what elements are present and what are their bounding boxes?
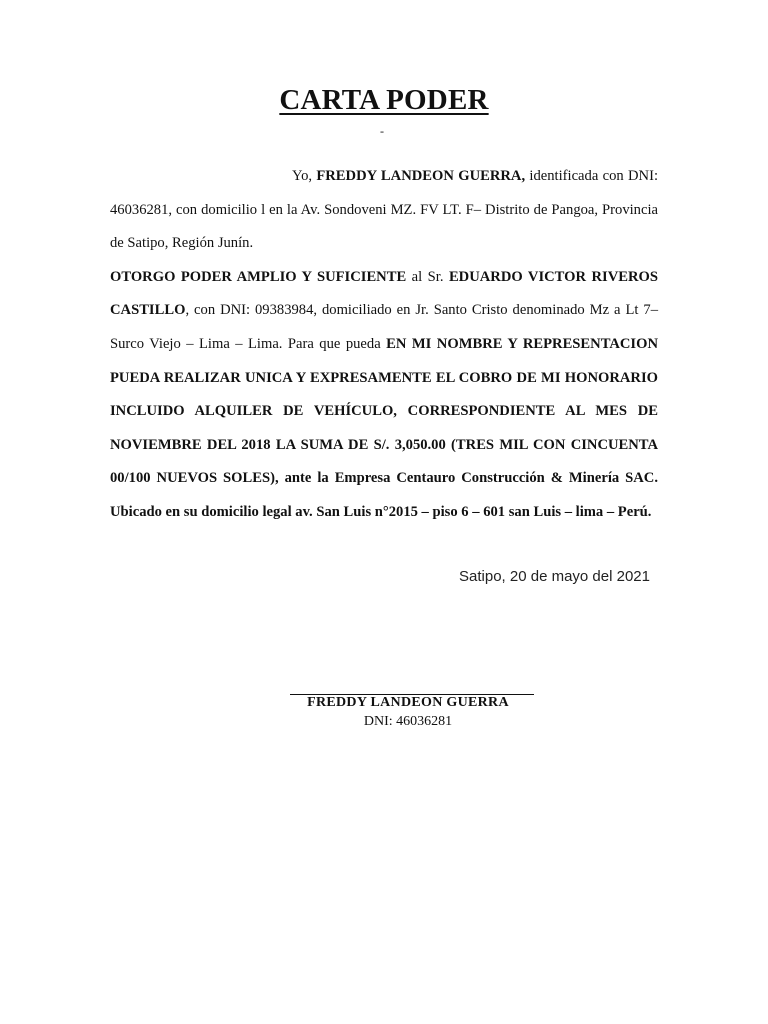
attorney-name: EDUARDO VICTOR RIVEROS CASTILLO bbox=[110, 268, 658, 319]
paragraph-identification: Yo, FREDDY LANDEON GUERRA, identificada con DNI: 46036281, con domicilio l en la Av. Sondoveni MZ. FV LT. F– Distrito de Pangoa, Provincia de Satipo, Región Junín. bbox=[110, 168, 658, 252]
signature-name: FREDDY LANDEON GUERRA bbox=[307, 695, 509, 710]
title-dash: - bbox=[380, 124, 384, 138]
paragraph-grant: OTORGO PODER AMPLIO Y SUFICIENTE al Sr. EDUARDO VICTOR RIVEROS CASTILLO, con DNI: 09383984, domiciliado en Jr. Santo Cristo denominado Mz a Lt 7– Surco Viejo – Lima – Lima. Para que pueda EN MI NOMBRE Y REPRESENTACION PUEDA REALIZAR UNICA Y EXPRESAMENTE EL COBRO DE MI HONORARIO INCLUIDO ALQUILER DE VEHÍCULO, CORRESPONDIENTE AL MES DE NOVIEMBRE DEL 2018 LA SUMA DE S/. 3,050.00 (TRES MIL CON CINCUENTA 00/100 NUEVOS SOLES), ante la Empresa Centauro Construcción & Minería SAC. Ubicado en su domicilio legal av. San Luis n°2015 – piso 6 – 601 san Luis – lima – Perú. bbox=[110, 268, 658, 520]
grant-clause: OTORGO PODER AMPLIO Y SUFICIENTE bbox=[110, 268, 407, 285]
signature-dni: DNI: 46036281 bbox=[363, 714, 453, 729]
document-title: CARTA PODER bbox=[279, 84, 489, 116]
grantor-name: FREDDY LANDEON GUERRA, bbox=[316, 168, 526, 184]
authorization-clause: EN MI NOMBRE Y REPRESENTACION PUEDA REALIZAR UNICA Y EXPRESAMENTE EL COBRO DE MI HONORARIO INCLUIDO ALQUILER DE VEHÍCULO, CORRESPONDIENTE AL MES DE NOVIEMBRE DEL 2018 LA SUMA DE S/. 3,050.00 (TRES MIL CON CINCUENTA 00/100 NUEVOS SOLES), ante la Empresa Centauro Construcción & Minería SAC. Ubicado en su domicilio legal av. San Luis n°2015 – piso 6 – 601 san Luis – lima – Perú. bbox=[110, 335, 658, 520]
document-body bbox=[110, 160, 658, 530]
document-date: Satipo, 20 de mayo del 2021 bbox=[459, 568, 650, 585]
